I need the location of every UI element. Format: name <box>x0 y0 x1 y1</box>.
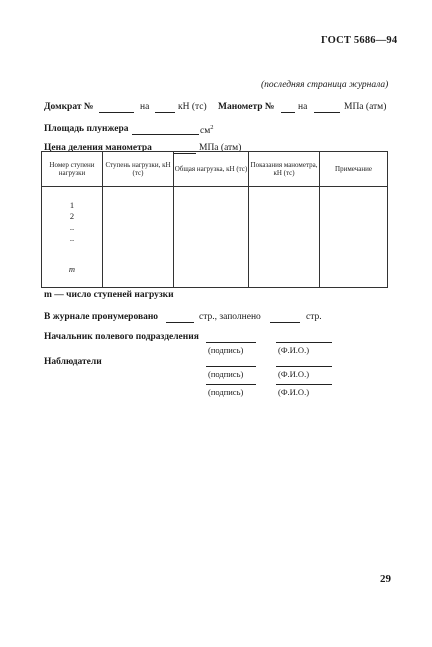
chief-signature-line[interactable] <box>206 342 256 343</box>
last-page-note: (последняя страница журнала) <box>261 80 389 90</box>
table-row <box>42 187 388 288</box>
jack-number-blank[interactable] <box>99 112 134 113</box>
jack-label: Домкрат № <box>44 102 94 112</box>
jack-on-label: на <box>140 102 150 112</box>
plunger-area-blank[interactable] <box>132 134 199 135</box>
journal-pages-label: В журнале пронумеровано <box>44 312 159 322</box>
chief-name-caption: (Ф.И.О.) <box>278 345 310 355</box>
col-total-load: Общая нагрузка, кН (тс) <box>174 152 249 187</box>
step-row-3: .. <box>69 222 75 232</box>
observer1-signature-line[interactable] <box>206 366 256 367</box>
step-number-cell <box>42 187 103 288</box>
journal-pages-mid: стр., заполнено <box>199 312 261 322</box>
jack-unit-label: кН (тс) <box>178 102 207 112</box>
manometer-unit-label: МПа (атм) <box>344 102 387 112</box>
observer2-signature-caption: (подпись) <box>208 387 244 397</box>
step-row-last: m <box>68 264 76 274</box>
pages-numbered-blank[interactable] <box>166 322 194 323</box>
division-label: Цена деления манометра <box>44 143 152 153</box>
manometer-label: Манометр № <box>218 102 275 112</box>
observer1-name-line[interactable] <box>276 366 332 367</box>
step-load-cell[interactable] <box>103 187 174 288</box>
page-number: 29 <box>380 573 391 585</box>
observer1-signature-caption: (подпись) <box>208 369 244 379</box>
chief-signature-caption: (подпись) <box>208 345 244 355</box>
step-row-1: 1 <box>69 200 75 210</box>
note-cell[interactable] <box>320 187 388 288</box>
journal-pages-end: стр. <box>306 312 322 322</box>
chief-label: Начальник полевого подразделения <box>44 332 199 342</box>
step-row-2: 2 <box>69 211 75 221</box>
standard-number: ГОСТ 5686—94 <box>321 35 398 46</box>
load-table <box>41 151 388 288</box>
table-header-row <box>42 152 388 187</box>
observer2-name-line[interactable] <box>276 384 332 385</box>
col-step-load: Ступень нагрузки, кН (тс) <box>103 152 174 187</box>
observer2-name-caption: (Ф.И.О.) <box>278 387 310 397</box>
col-step-number: Номер ступени нагрузки <box>42 152 103 187</box>
division-unit: МПа (атм) <box>199 143 242 153</box>
observer1-name-caption: (Ф.И.О.) <box>278 369 310 379</box>
chief-name-line[interactable] <box>276 342 332 343</box>
jack-capacity-blank[interactable] <box>155 112 175 113</box>
plunger-area-label: Площадь плунжера <box>44 124 129 134</box>
step-row-4: .. <box>69 233 75 243</box>
col-note: Примечание <box>320 152 388 187</box>
pages-filled-blank[interactable] <box>270 322 300 323</box>
col-manometer-reading: Показания манометра, кН (тс) <box>249 152 320 187</box>
manometer-number-blank[interactable] <box>281 112 295 113</box>
footnote: m — число ступеней нагрузки <box>44 290 174 300</box>
manometer-range-blank[interactable] <box>314 112 340 113</box>
manometer-on-label: на <box>298 102 308 112</box>
observer2-signature-line[interactable] <box>206 384 256 385</box>
plunger-area-unit: $см^2$ <box>200 124 214 137</box>
manometer-reading-cell[interactable] <box>249 187 320 288</box>
observers-label: Наблюдатели <box>44 357 102 367</box>
total-load-cell[interactable] <box>174 187 249 288</box>
